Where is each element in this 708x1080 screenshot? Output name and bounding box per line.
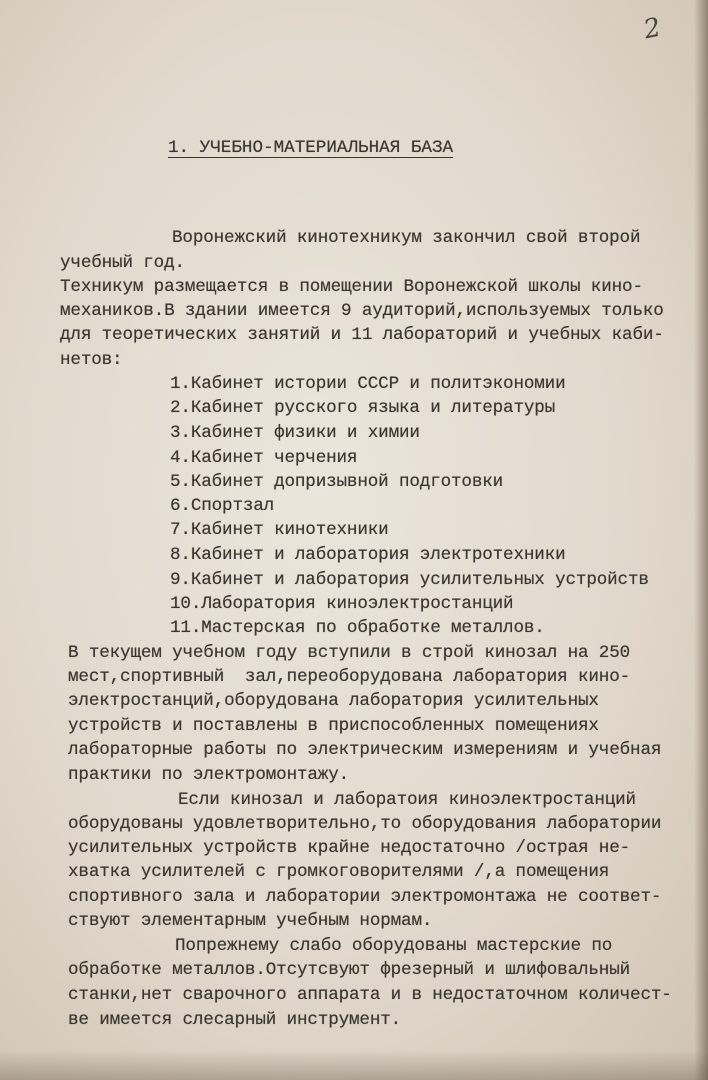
intro-line: учебный год. xyxy=(60,253,185,273)
paragraph-line: Если кинозал и лаборатоия киноэлектростанций xyxy=(178,790,636,810)
section-heading: 1. УЧЕБНО-МАТЕРИАЛЬНАЯ БАЗА xyxy=(168,138,454,158)
intro-line: Техникум размещается в помещении Воронежской школы кино- xyxy=(60,277,643,297)
list-item: 9.Кабинет и лаборатория усилительных устройств xyxy=(170,570,649,590)
list-item: 7.Кабинет кинотехники xyxy=(170,520,389,540)
paragraph-line: В текущем учебном году вступили в строй кинозал на 250 xyxy=(68,643,631,663)
list-item: 4.Кабинет черчения xyxy=(170,448,358,468)
intro-line: механиков.В здании имеется 9 аудиторий,используемых только xyxy=(60,301,664,321)
intro-line: нетов: xyxy=(60,350,123,370)
page-edge-shadow xyxy=(694,0,708,1080)
list-item: 11.Мастерская по обработке металлов. xyxy=(170,618,545,638)
list-item: 2.Кабинет русского языка и литературы xyxy=(170,398,556,418)
list-item: 10.Лаборатория киноэлектростанций xyxy=(170,594,514,614)
list-item: 5.Кабинет допризывной подготовки xyxy=(170,472,504,492)
intro-line: Воронежский кинотехникум закончил свой второй xyxy=(172,228,641,248)
paragraph-line: ствуют элементарным учебным нормам. xyxy=(68,911,433,931)
page-bottom-shadow xyxy=(0,1050,708,1080)
paragraph-line: станки,нет сварочного аппарата и в недостаточном количест- xyxy=(68,985,672,1005)
paragraph-line: ве имеется слесарный инструмент. xyxy=(68,1010,402,1030)
paragraph-line: практики по электромонтажу. xyxy=(68,765,350,785)
paragraph-line: усилительных устройств крайне недостаточно /острая не- xyxy=(68,838,631,858)
intro-line: для теоретических занятий и 11 лабораторий и учебных каби- xyxy=(60,325,664,345)
list-item: 3.Кабинет физики и химии xyxy=(170,423,420,443)
paragraph-line: спортивного зала и лаборатории электромонтажа не соответ- xyxy=(68,887,662,907)
paragraph-line: оборудованы удовлетворительно,то оборудования лаборатории xyxy=(68,814,662,834)
paragraph-line: лабораторные работы по электрическим измерениям и учебная xyxy=(68,740,662,760)
paragraph-line: обработке металлов.Отсутсвуют фрезерный и шлифовальный xyxy=(68,960,631,980)
paragraph-line: электростанций,оборудована лаборатория усилительных xyxy=(68,691,599,711)
paragraph-line: Попрежнему слабо оборудованы мастерские по xyxy=(175,936,613,956)
paragraph-line: мест,спортивный зал,переоборудована лаборатория кино- xyxy=(68,667,631,687)
paragraph-line: устройств и поставлены в приспособленных помещениях xyxy=(68,716,599,736)
page-number: 2 xyxy=(641,12,664,46)
list-item: 8.Кабинет и лаборатория электротехники xyxy=(170,545,566,565)
paragraph-line: хватка усилителей с громкоговорителями /,а помещения xyxy=(68,862,610,882)
list-item: 1.Кабинет истории СССР и политэкономии xyxy=(170,374,566,394)
list-item: 6.Спортзал xyxy=(170,496,275,516)
